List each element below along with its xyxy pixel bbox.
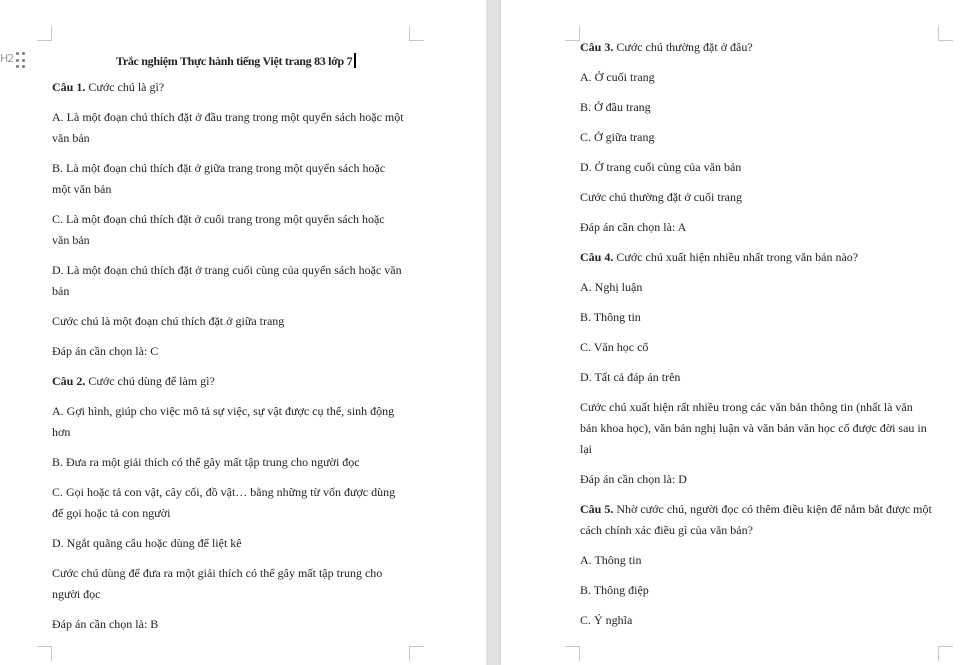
- text-line[interactable]: [580, 613, 632, 627]
- text-line[interactable]: [52, 617, 158, 631]
- question-number: Câu 4.: [580, 250, 614, 264]
- document-page-right[interactable]: [501, 0, 978, 665]
- crop-mark-bottom-left: [565, 646, 580, 661]
- text-line[interactable]: [52, 506, 170, 520]
- line-text: cách chính xác điều gì của văn bản?: [580, 523, 753, 537]
- line-text: Cước chú xuất hiện nhiều nhất trong văn bản nào?: [613, 250, 859, 264]
- text-line[interactable]: [52, 587, 101, 601]
- text-line[interactable]: [52, 404, 394, 418]
- line-text: D. Tất cả đáp án trên: [580, 370, 681, 384]
- line-text: Cước chú dùng để làm gì?: [85, 374, 215, 388]
- heading-style-marker: H2: [0, 52, 14, 65]
- text-line[interactable]: [52, 314, 284, 328]
- text-line[interactable]: [52, 110, 404, 124]
- text-line[interactable]: [580, 220, 686, 234]
- text-line[interactable]: [580, 250, 858, 264]
- line-text: C. Gọi hoặc tả con vật, cây cối, đồ vật… bằng những từ vốn được dùng: [52, 485, 396, 499]
- text-line[interactable]: [580, 100, 651, 114]
- line-text: Đáp án cần chọn là: A: [580, 220, 687, 234]
- text-line[interactable]: [52, 131, 90, 145]
- text-line[interactable]: [52, 566, 382, 580]
- text-line[interactable]: [580, 190, 742, 204]
- text-line[interactable]: [580, 421, 927, 435]
- line-text: A. Ở cuối trang: [580, 70, 655, 84]
- text-line[interactable]: [580, 130, 655, 144]
- crop-mark-top-right: [409, 26, 424, 41]
- line-text: Cước chú là một đoạn chú thích đặt ở giữa trang: [52, 314, 285, 328]
- text-line[interactable]: [52, 536, 242, 550]
- line-text: C. Là một đoạn chú thích đặt ở cuối trang trong một quyển sách hoặc: [52, 212, 385, 226]
- crop-mark-top-left: [565, 26, 580, 41]
- line-text: Đáp án cần chọn là: D: [580, 472, 687, 486]
- text-line[interactable]: [580, 583, 649, 597]
- text-line[interactable]: [580, 442, 592, 456]
- line-text: Cước chú thường đặt ở đâu?: [613, 40, 753, 54]
- text-line[interactable]: [580, 502, 932, 516]
- text-line[interactable]: [580, 310, 641, 324]
- crop-mark-bottom-right: [938, 646, 953, 661]
- text-line[interactable]: [52, 80, 164, 94]
- line-text: D. Ngắt quãng câu hoặc dùng để liệt kê: [52, 536, 242, 550]
- text-line[interactable]: [580, 523, 753, 537]
- line-text: văn bản: [52, 131, 90, 145]
- text-line[interactable]: [52, 284, 69, 298]
- text-line[interactable]: [580, 70, 655, 84]
- crop-mark-top-right: [938, 26, 953, 41]
- line-text: Đáp án cần chọn là: B: [52, 617, 159, 631]
- line-text: Nhờ cước chú, người đọc có thêm điều kiện để nắm bắt được một: [613, 502, 932, 516]
- text-line[interactable]: [580, 400, 913, 414]
- text-line[interactable]: [580, 280, 642, 294]
- line-text: B. Là một đoạn chú thích đặt ở giữa trang trong một quyển sách hoặc: [52, 161, 386, 175]
- line-text: Cước chú là gì?: [85, 80, 165, 94]
- question-number: Câu 2.: [52, 374, 86, 388]
- drag-handle-icon[interactable]: [16, 52, 26, 70]
- line-text: người đọc: [52, 587, 101, 601]
- text-line[interactable]: [52, 263, 402, 277]
- text-cursor: [354, 53, 356, 68]
- text-line[interactable]: [52, 182, 111, 196]
- document-title[interactable]: [116, 53, 356, 69]
- line-text: hơn: [52, 425, 71, 439]
- line-text: C. Ở giữa trang: [580, 130, 655, 144]
- line-text: C. Văn học cổ: [580, 340, 649, 354]
- page-gutter: [486, 0, 501, 665]
- line-text: văn bản: [52, 233, 90, 247]
- text-line[interactable]: [580, 370, 680, 384]
- line-text: A. Nghị luận: [580, 280, 643, 294]
- line-text: để gọi hoặc tả con người: [52, 506, 171, 520]
- text-line[interactable]: [580, 340, 648, 354]
- line-text: bản khoa học), văn bản nghị luận và văn bản văn học cổ được đời sau in: [580, 421, 927, 435]
- line-text: bản: [52, 284, 70, 298]
- line-text: Cước chú thường đặt ở cuối trang: [580, 190, 743, 204]
- document-title-text: Trắc nghiệm Thực hành tiếng Việt trang 83 lớp 7: [116, 54, 353, 68]
- line-text: D. Là một đoạn chú thích đặt ở trang cuối cùng của quyển sách hoặc văn: [52, 263, 402, 277]
- line-text: một văn bản: [52, 182, 112, 196]
- text-line[interactable]: [52, 161, 385, 175]
- line-text: lại: [580, 442, 592, 456]
- text-line[interactable]: [52, 374, 215, 388]
- line-text: Cước chú xuất hiện rất nhiều trong các văn bản thông tin (nhất là văn: [580, 400, 913, 414]
- line-text: A. Gợi hình, giúp cho việc mô tả sự việc, sự vật được cụ thể, sinh động: [52, 404, 395, 418]
- line-text: Đáp án cần chọn là: C: [52, 344, 159, 358]
- question-number: Câu 1.: [52, 80, 86, 94]
- crop-mark-bottom-left: [37, 646, 52, 661]
- line-text: B. Ở đầu trang: [580, 100, 651, 114]
- line-text: A. Là một đoạn chú thích đặt ở đầu trang trong một quyển sách hoặc một: [52, 110, 404, 124]
- line-text: B. Thông tin: [580, 310, 641, 324]
- line-text: D. Ở trang cuối cùng của văn bản: [580, 160, 742, 174]
- text-line[interactable]: [52, 233, 90, 247]
- question-number: Câu 5.: [580, 502, 614, 516]
- line-text: C. Ý nghĩa: [580, 613, 633, 627]
- text-line[interactable]: [52, 344, 158, 358]
- text-line[interactable]: [52, 485, 395, 499]
- crop-mark-bottom-right: [409, 646, 424, 661]
- text-line[interactable]: [580, 160, 741, 174]
- text-line[interactable]: [52, 212, 385, 226]
- line-text: B. Đưa ra một giải thích có thể gây mất tập trung cho người đọc: [52, 455, 360, 469]
- crop-mark-top-left: [37, 26, 52, 41]
- line-text: A. Thông tin: [580, 553, 642, 567]
- text-line[interactable]: [52, 425, 70, 439]
- question-number: Câu 3.: [580, 40, 614, 54]
- text-line[interactable]: [580, 40, 753, 54]
- line-text: B. Thông điệp: [580, 583, 649, 597]
- line-text: Cước chú dùng để đưa ra một giải thích có thể gây mất tập trung cho: [52, 566, 383, 580]
- text-line[interactable]: [580, 472, 687, 486]
- text-line[interactable]: [580, 553, 641, 567]
- text-line[interactable]: [52, 455, 360, 469]
